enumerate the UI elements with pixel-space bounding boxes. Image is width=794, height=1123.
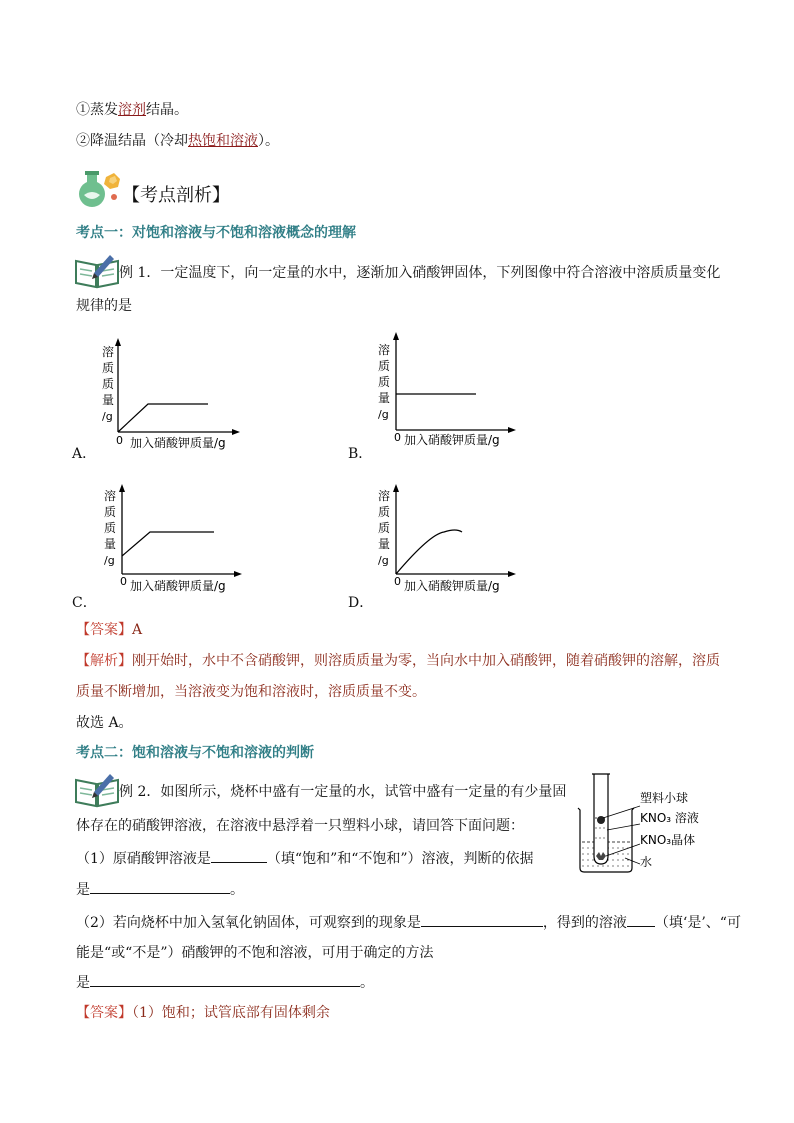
graph-d-y-unit: /g — [378, 554, 389, 567]
graph-b-x-label: 加入硝酸钾质量/g — [404, 433, 500, 447]
graph-a-origin: 0 — [116, 434, 123, 447]
intro-item-1: ①蒸发溶剂结晶。 — [76, 102, 188, 118]
graph-d-y-char-3: 质 — [378, 521, 391, 535]
graph-a-y-char-4: 量 — [102, 393, 115, 407]
question-2-line-3: 是 。 — [76, 972, 374, 993]
example-2-text-line-2: 体存在的硝酸钾溶液，在溶液中悬浮着一只塑料小球，请回答下面问题： — [76, 818, 524, 834]
link-solvent[interactable]: 溶剂 — [118, 102, 146, 118]
label-kno3-crystal: KNO₃晶体 — [640, 833, 696, 847]
topic-2-heading: 考点二：饱和溶液与不饱和溶液的判断 — [76, 745, 314, 761]
graph-d — [372, 482, 532, 606]
example-1-text-line-2: 规律的是 — [76, 298, 132, 314]
graph-c — [98, 482, 258, 606]
graph-b — [372, 330, 532, 454]
graph-a-x-label: 加入硝酸钾质量/g — [130, 436, 226, 450]
section-title: 【考点剖析】 — [122, 185, 230, 206]
graph-a-y-unit: /g — [102, 410, 113, 423]
answer-2-label: 【答案】 — [76, 1005, 132, 1021]
question-2-line-1: （2）若向烧杯中加入氢氧化钠固体，可观察到的现象是 ，得到的溶液 （填‘是’、“可 — [76, 912, 741, 933]
graph-a-y-char-1: 溶 — [102, 345, 115, 359]
lab-flask-icon — [74, 167, 122, 213]
answer-blank-2[interactable] — [90, 879, 230, 894]
label-plastic-ball: 塑料小球 — [640, 791, 689, 805]
graph-d-y-char-1: 溶 — [378, 489, 391, 503]
example-1-text-line-1: 例 1．一定温度下，向一定量的水中，逐渐加入硝酸钾固体，下列图像中符合溶液中溶质质量变化 — [119, 265, 721, 281]
graph-d-x-label: 加入硝酸钾质量/g — [404, 579, 500, 593]
option-c: C． — [72, 595, 97, 611]
analysis-1-label: 【解析】 — [76, 653, 132, 669]
graph-d-y-char-4: 量 — [378, 537, 391, 551]
link-hot-saturated-solution[interactable]: 热饱和溶液 — [188, 133, 258, 149]
analysis-1-line-1: 【解析】刚开始时，水中不含硝酸钾，则溶质质量为零，当向水中加入硝酸钾，随着硝酸钾的溶解，溶质 — [76, 653, 720, 669]
graph-c-y-char-1: 溶 — [104, 489, 117, 503]
graph-b-origin: 0 — [394, 431, 401, 444]
option-a: A． — [72, 446, 97, 462]
option-d: D． — [348, 595, 374, 611]
graph-c-origin: 0 — [120, 575, 127, 588]
option-b: B． — [348, 446, 373, 462]
book-pencil-icon — [74, 253, 120, 293]
topic-1-heading: 考点一：对饱和溶液与不饱和溶液概念的理解 — [76, 225, 356, 241]
question-1-line-1: （1）原硝酸钾溶液是 （填“饱和”和“不饱和”）溶液，判断的依据 — [76, 848, 534, 869]
graph-b-y-char-1: 溶 — [378, 343, 391, 357]
graph-c-y-char-4: 量 — [104, 537, 117, 551]
label-water: 水 — [640, 855, 653, 869]
graph-a-y-char-3: 质 — [102, 377, 115, 391]
analysis-1-line-2: 质量不断增加，当溶液变为饱和溶液时，溶质质量不变。 — [76, 684, 426, 700]
answer-blank-5[interactable] — [90, 972, 360, 987]
book-pencil-icon — [74, 772, 120, 812]
answer-blank-1[interactable] — [211, 848, 267, 863]
graph-a — [96, 336, 256, 460]
question-1-line-2: 是 。 — [76, 879, 244, 900]
graph-b-y-char-4: 量 — [378, 391, 391, 405]
graph-c-y-unit: /g — [104, 554, 115, 567]
beaker-test-tube-diagram — [570, 768, 730, 890]
graph-a-y-char-2: 质 — [102, 361, 115, 375]
label-kno3-solution: KNO₃ 溶液 — [640, 811, 699, 825]
graph-c-y-char-2: 质 — [104, 505, 117, 519]
graph-c-y-char-3: 质 — [104, 521, 117, 535]
graph-b-y-char-2: 质 — [378, 359, 391, 373]
answer-1-value: A — [132, 622, 143, 638]
answer-1-label: 【答案】 — [76, 622, 132, 638]
example-2-text-line-1: 例 2．如图所示，烧杯中盛有一定量的水，试管中盛有一定量的有少量固 — [119, 784, 567, 800]
graph-c-x-label: 加入硝酸钾质量/g — [130, 579, 226, 593]
graph-d-y-char-2: 质 — [378, 505, 391, 519]
answer-1 — [76, 620, 142, 640]
answer-2: 【答案】（1）饱和；试管底部有固体剩余 — [76, 1005, 330, 1021]
answer-blank-4[interactable] — [627, 912, 655, 927]
answer-blank-3[interactable] — [421, 912, 543, 927]
graph-b-y-char-3: 质 — [378, 375, 391, 389]
graph-b-y-unit: /g — [378, 408, 389, 421]
intro-item-2: ②降温结晶（冷却热饱和溶液）。 — [76, 133, 279, 149]
question-2-line-2: 能是“或“不是”）硝酸钾的不饱和溶液，可用于确定的方法 — [76, 945, 434, 961]
conclusion-1: 故选 A。 — [76, 715, 133, 731]
graph-d-origin: 0 — [394, 575, 401, 588]
